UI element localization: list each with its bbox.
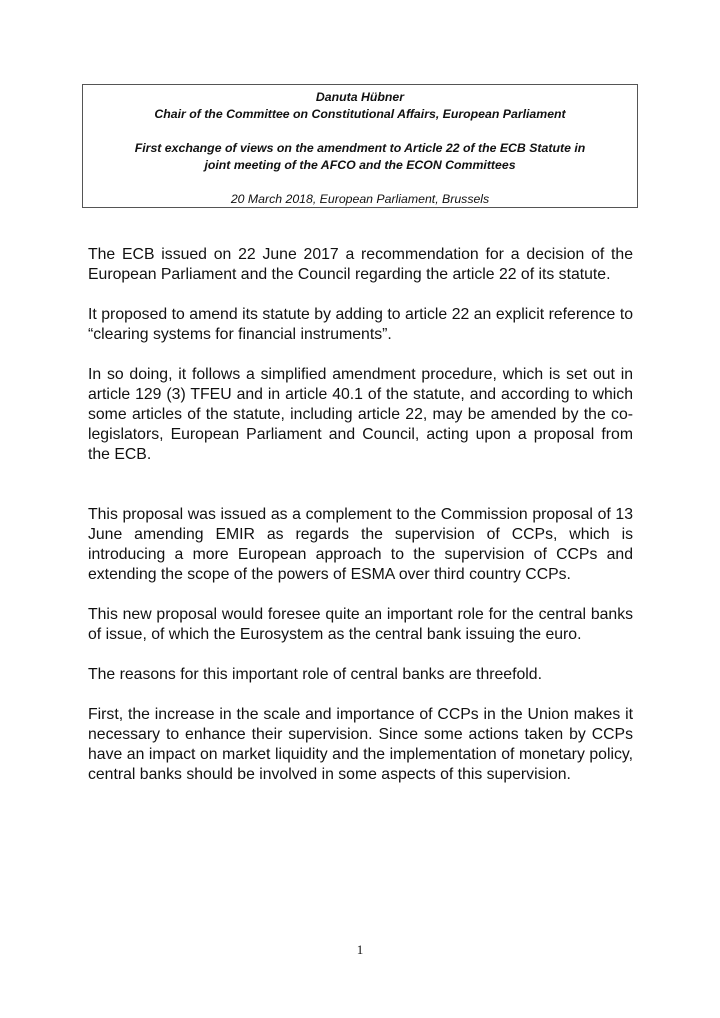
author-name: Danuta Hübner — [315, 90, 405, 104]
header-spacer — [91, 123, 629, 140]
speech-title-line-2: joint meeting of the AFCO and the ECON Committees — [204, 158, 516, 172]
date-location: 20 March 2018, European Parliament, Brussels — [230, 192, 490, 206]
paragraph: This new proposal would foresee quite an important role for the central banks of issue, of which the Eurosystem as the central bank issuing the euro. — [88, 606, 633, 643]
author-role: Chair of the Committee on Constitutional Affairs, European Parliament — [154, 107, 566, 121]
paragraph: First, the increase in the scale and importance of CCPs in the Union makes it necessary to enhance their supervision. Since some actions taken by CCPs have an impact on market liquidity and the implementation of monetary policy, central banks should be involved in some aspects of this supervision. — [88, 706, 633, 783]
document-body — [88, 245, 633, 785]
header-spacer — [91, 174, 629, 191]
paragraph: This proposal was issued as a complement to the Commission proposal of 13 June amending EMIR as regards the supervision of CCPs, which is introducing a more European approach to the supervision of CCPs and extending the scope of the powers of ESMA over third country CCPs. — [88, 506, 633, 583]
speech-title-line-1: First exchange of views on the amendment to Article 22 of the ECB Statute in — [134, 141, 586, 155]
paragraph: In so doing, it follows a simplified amendment procedure, which is set out in article 129 (3) TFEU and in article 40.1 of the statute, and according to which some articles of the statute, including article 22, may be amended by the co-legislators, European Parliament and Council, acting upon a proposal from the ECB. — [88, 366, 633, 463]
paragraph: The ECB issued on 22 June 2017 a recommendation for a decision of the European Parliament and the Council regarding the article 22 of its statute. — [88, 246, 633, 283]
paragraph: The reasons for this important role of central banks are threefold. — [88, 666, 542, 683]
paragraph: It proposed to amend its statute by adding to article 22 an explicit reference to “clearing systems for financial instruments”. — [88, 306, 633, 343]
page-number: 1 — [356, 942, 364, 957]
header-box — [82, 84, 638, 208]
